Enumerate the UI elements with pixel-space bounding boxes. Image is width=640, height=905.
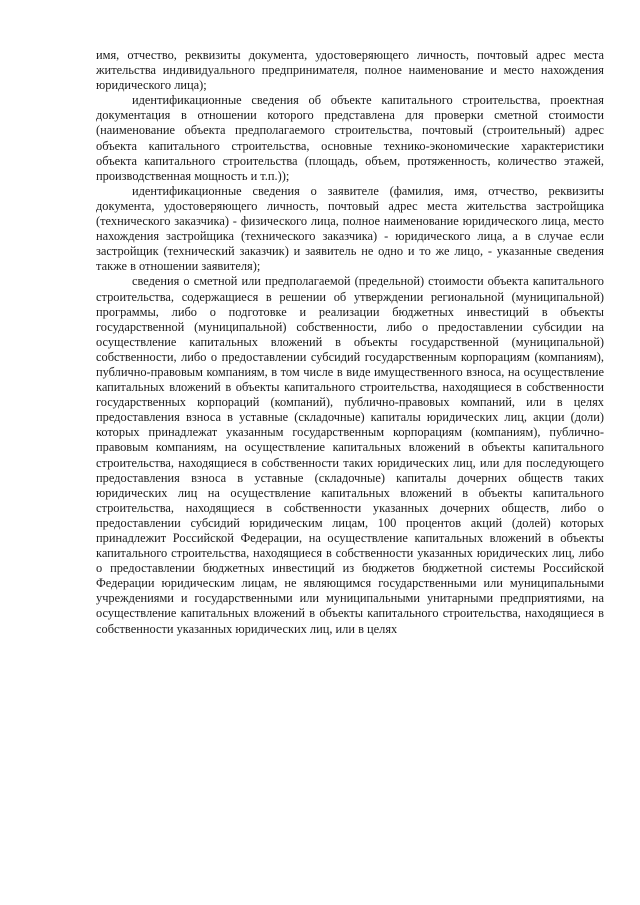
paragraph-1: имя, отчество, реквизиты документа, удостоверяющего личность, почтовый адрес места жительства индивидуального предпринимателя, полное наименование и место нахождения юридического лица);: [96, 48, 604, 93]
paragraph-2: идентификационные сведения об объекте капитального строительства, проектная документация в отношении которого представлена для проверки сметной стоимости (наименование объекта предполагаемого строительства, почтовый (строительный) адрес объекта капитального строительства, основные технико-экономические характеристики объекта капитального строительства (площадь, объем, протяженность, количество этажей, производственная мощность и т.п.));: [96, 93, 604, 183]
paragraph-3: идентификационные сведения о заявителе (фамилия, имя, отчество, реквизиты документа, удостоверяющего личность, почтовый адрес места жительства застройщика (технического заказчика) - физического лица, полное наименование юридического лица, место нахождения застройщика (технического заказчика) - юридического лица, а в случае если застройщик (технический заказчик) и заявитель не одно и то же лицо, - указанные сведения также в отношении заявителя);: [96, 183, 604, 274]
paragraph-4: сведения о сметной или предполагаемой (предельной) стоимости объекта капитального строительства, содержащиеся в решении об утверждении региональной (муниципальной) программы, либо о подготовке и реализации бюджетных инвестиций в объекты государственной (муниципальной) собственности, либо о предоставлении субсидии на осуществление капитальных вложений в объекты государственной (муниципальной) собственности, либо о предоставлении субсидий государственным корпорациям (компаниям), публично-правовым компаниям, в том числе в виде имущественного взноса, на осуществление капитальных вложений в объекты капитального строительства, находящиеся в собственности государственных корпораций (компаний), публично-правовых компаний, или в целях предоставления взноса в уставные (складочные) капиталы юридических лиц, акции (доли) которых принадлежат указанным государственным корпорациям (компаниям), публично-правовым компаниям, на осуществление капитальных вложений в объекты капитального строительства, находящиеся в собственности таких юридических лиц, или для последующего предоставления взноса в уставные (складочные) капиталы дочерних обществ таких юридических лиц на осуществление капитальных вложений в объекты капитального строительства, находящиеся в собственности указанных дочерних обществ, либо о предоставлении субсидий юридическим лицам, 100 процентов акций (долей) которых принадлежит Российской Федерации, на осуществление капитальных вложений в объекты капитального строительства, находящиеся в собственности указанных юридических лиц, либо о предоставлении бюджетных инвестиций из бюджетов бюджетной системы Российской Федерации юридическим лицам, не являющимся государственными или муниципальными учреждениями и государственными или муниципальными унитарными предприятиями, на осуществление капитальных вложений в объекты капитального строительства, находящиеся в собственности указанных юридических лиц, или в целях: [96, 274, 604, 636]
body-text: [96, 48, 604, 637]
